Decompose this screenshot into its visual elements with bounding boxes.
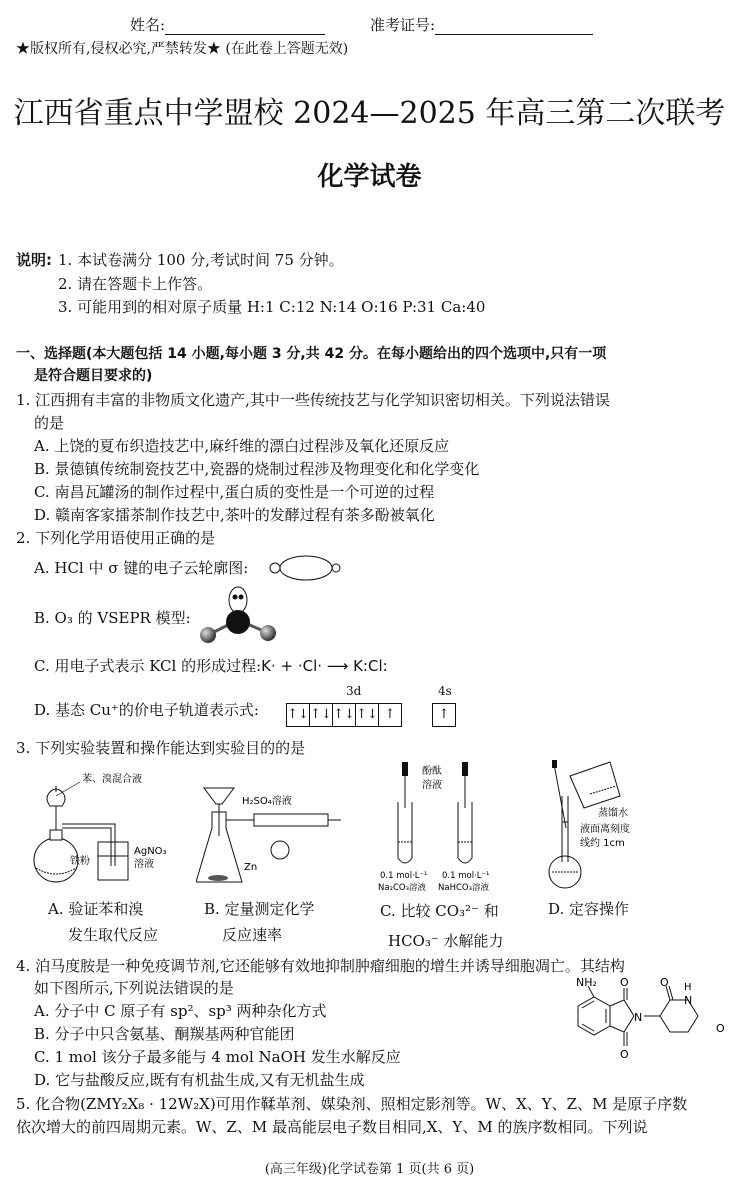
- q2-option-b: B. O₃ 的 VSEPR 模型:: [34, 609, 191, 627]
- note-item: 3. 可能用到的相对原子质量 H:1 C:12 N:14 O:16 P:31 Ca:40: [58, 298, 486, 316]
- q2-stem: 2. 下列化学用语使用正确的是: [16, 529, 216, 547]
- pomalidomide-structure: [548, 974, 734, 1068]
- q4-option-c: C. 1 mol 该分子最多能与 4 mol NaOH 发生水解反应: [34, 1048, 401, 1066]
- q3-caption-a1: A. 验证苯和溴: [48, 900, 144, 918]
- q4-stem-cont: 如下图所示,下列说法错误的是: [34, 979, 234, 997]
- orbital-box: ↑: [432, 703, 456, 727]
- svg-text:液面离刻度: 液面离刻度: [580, 824, 630, 835]
- name-label: 姓名:: [130, 16, 166, 34]
- svg-text:酚酞: 酚酞: [422, 766, 442, 777]
- svg-text:Na₂CO₃溶液: Na₂CO₃溶液: [378, 883, 427, 893]
- q5-stem: 5. 化合物(ZMY₂X₈ · 12W₂X)可用作鞣革剂、媒染剂、照相定影剂等。W、X、Y、Z、M 是原子序数: [16, 1095, 688, 1113]
- q1-option-b: B. 景德镇传统制瓷技艺中,瓷器的烧制过程涉及物理变化和化学变化: [34, 460, 480, 478]
- q3-caption-b2: 反应速率: [222, 926, 283, 944]
- copyright-note: ★版权所有,侵权必究,严禁转发★ (在此卷上答题无效): [16, 41, 349, 57]
- apparatus-d-diagram: [540, 758, 670, 894]
- orbital-box: ↑↓: [310, 703, 333, 727]
- section-heading: 一、选择题(本大题包括 14 小题,每小题 3 分,共 42 分。在每小题给出的四个选项中,只有一项: [16, 346, 607, 362]
- page-title: 江西省重点中学盟校 2024—2025 年高三第二次联考: [13, 96, 726, 131]
- svg-text:AgNO₃: AgNO₃: [134, 846, 167, 857]
- q2-option-a: A. HCl 中 σ 键的电子云轮廓图:: [34, 559, 249, 577]
- svg-text:NH₂: NH₂: [576, 976, 597, 989]
- q3-stem: 3. 下列实验装置和操作能达到实验目的的是: [16, 739, 306, 757]
- orbital-4s-boxes: [432, 703, 456, 727]
- svg-text:溶液: 溶液: [422, 780, 442, 791]
- q2-option-c: C. 用电子式表示 KCl 的形成过程:K· + ·Cl· ⟶ K:Cl:: [34, 657, 388, 675]
- q5-stem-cont: 依次增大的前四周期元素。W、Z、M 最高能层电子数目相同,X、Y、M 的族序数相同。下列说: [16, 1118, 648, 1136]
- notes-label: 说明:: [16, 251, 52, 269]
- q1-stem: 1. 江西拥有丰富的非物质文化遗产,其中一些传统技艺与化学知识密切相关。下列说法错误: [16, 391, 610, 409]
- q4-option-d: D. 它与盐酸反应,既有有机盐生成,又有无机盐生成: [34, 1071, 365, 1089]
- svg-text:O: O: [620, 1048, 629, 1061]
- orbital-3d-boxes: [286, 703, 402, 727]
- section-heading-cont: 是符合题目要求的): [34, 368, 153, 384]
- orbital-box: ↑↓: [286, 703, 310, 727]
- name-field[interactable]: [130, 14, 325, 35]
- exam-id-label: 准考证号:: [370, 16, 436, 34]
- apparatus-c-diagram: [378, 762, 508, 894]
- q4-stem: 4. 泊马度胺是一种免疫调节剂,它还能够有效地抑制肿瘤细胞的增生并诱导细胞凋亡。其结构: [16, 957, 625, 975]
- svg-text:O: O: [660, 976, 669, 989]
- apparatus-b-diagram: [196, 784, 346, 894]
- svg-text:0.1 mol·L⁻¹: 0.1 mol·L⁻¹: [442, 871, 490, 881]
- svg-text:线约 1cm: 线约 1cm: [580, 838, 625, 849]
- svg-text:Zn: Zn: [244, 862, 258, 873]
- note-item: 1. 本试卷满分 100 分,考试时间 75 分钟。: [58, 251, 344, 269]
- svg-text:溶液: 溶液: [134, 859, 154, 870]
- page-subtitle: 化学试卷: [317, 162, 422, 192]
- q2-option-d: D. 基态 Cu⁺的价电子轨道表示式:: [34, 701, 259, 719]
- svg-text:H₂SO₄溶液: H₂SO₄溶液: [242, 796, 292, 807]
- orbital-3d-label: 3d: [346, 684, 362, 698]
- q3-caption-a2: 发生取代反应: [68, 926, 159, 944]
- orbital-box: ↑: [379, 703, 402, 727]
- q4-option-a: A. 分子中 C 原子有 sp²、sp³ 两种杂化方式: [34, 1002, 327, 1020]
- apparatus-a-diagram: [30, 764, 180, 894]
- sigma-bond-orbital-diagram: [266, 554, 346, 582]
- q1-stem-cont: 的是: [34, 414, 65, 432]
- q3-caption-c1: C. 比较 CO₃²⁻ 和: [380, 902, 499, 920]
- svg-text:苯、溴混合液: 苯、溴混合液: [82, 774, 142, 785]
- svg-text:NaHCO₃溶液: NaHCO₃溶液: [438, 883, 489, 893]
- page-footer: (高三年级)化学试卷第 1 页(共 6 页): [264, 1162, 475, 1177]
- svg-text:O: O: [716, 1022, 725, 1035]
- note-item: 2. 请在答题卡上作答。: [58, 275, 213, 293]
- q1-option-d: D. 赣南客家擂茶制作技艺中,茶叶的发酵过程有茶多酚被氧化: [34, 506, 435, 524]
- q1-option-c: C. 南昌瓦罐汤的制作过程中,蛋白质的变性是一个可逆的过程: [34, 483, 435, 501]
- q4-option-b: B. 分子中只含氨基、酮羰基两种官能团: [34, 1025, 295, 1043]
- svg-text:铁粉: 铁粉: [70, 856, 90, 867]
- svg-text:H: H: [684, 982, 692, 993]
- q3-caption-b1: B. 定量测定化学: [204, 900, 315, 918]
- svg-text:N: N: [684, 994, 693, 1007]
- exam-id-field[interactable]: [370, 14, 593, 35]
- orbital-box: ↑↓: [356, 703, 379, 727]
- orbital-box: ↑↓: [333, 703, 356, 727]
- vsepr-model-diagram: [196, 586, 282, 646]
- svg-text:N: N: [634, 1011, 643, 1024]
- svg-text:蒸馏水: 蒸馏水: [598, 808, 628, 819]
- q3-caption-c2: HCO₃⁻ 水解能力: [388, 932, 504, 950]
- svg-text:0.1 mol·L⁻¹: 0.1 mol·L⁻¹: [380, 871, 428, 881]
- q3-caption-d1: D. 定容操作: [548, 900, 630, 918]
- orbital-4s-label: 4s: [438, 684, 452, 698]
- svg-text:O: O: [620, 976, 629, 989]
- electron-formula: K· + ·Cl· ⟶ K:Cl:: [261, 657, 388, 675]
- q1-option-a: A. 上饶的夏布织造技艺中,麻纤维的漂白过程涉及氧化还原反应: [34, 437, 450, 455]
